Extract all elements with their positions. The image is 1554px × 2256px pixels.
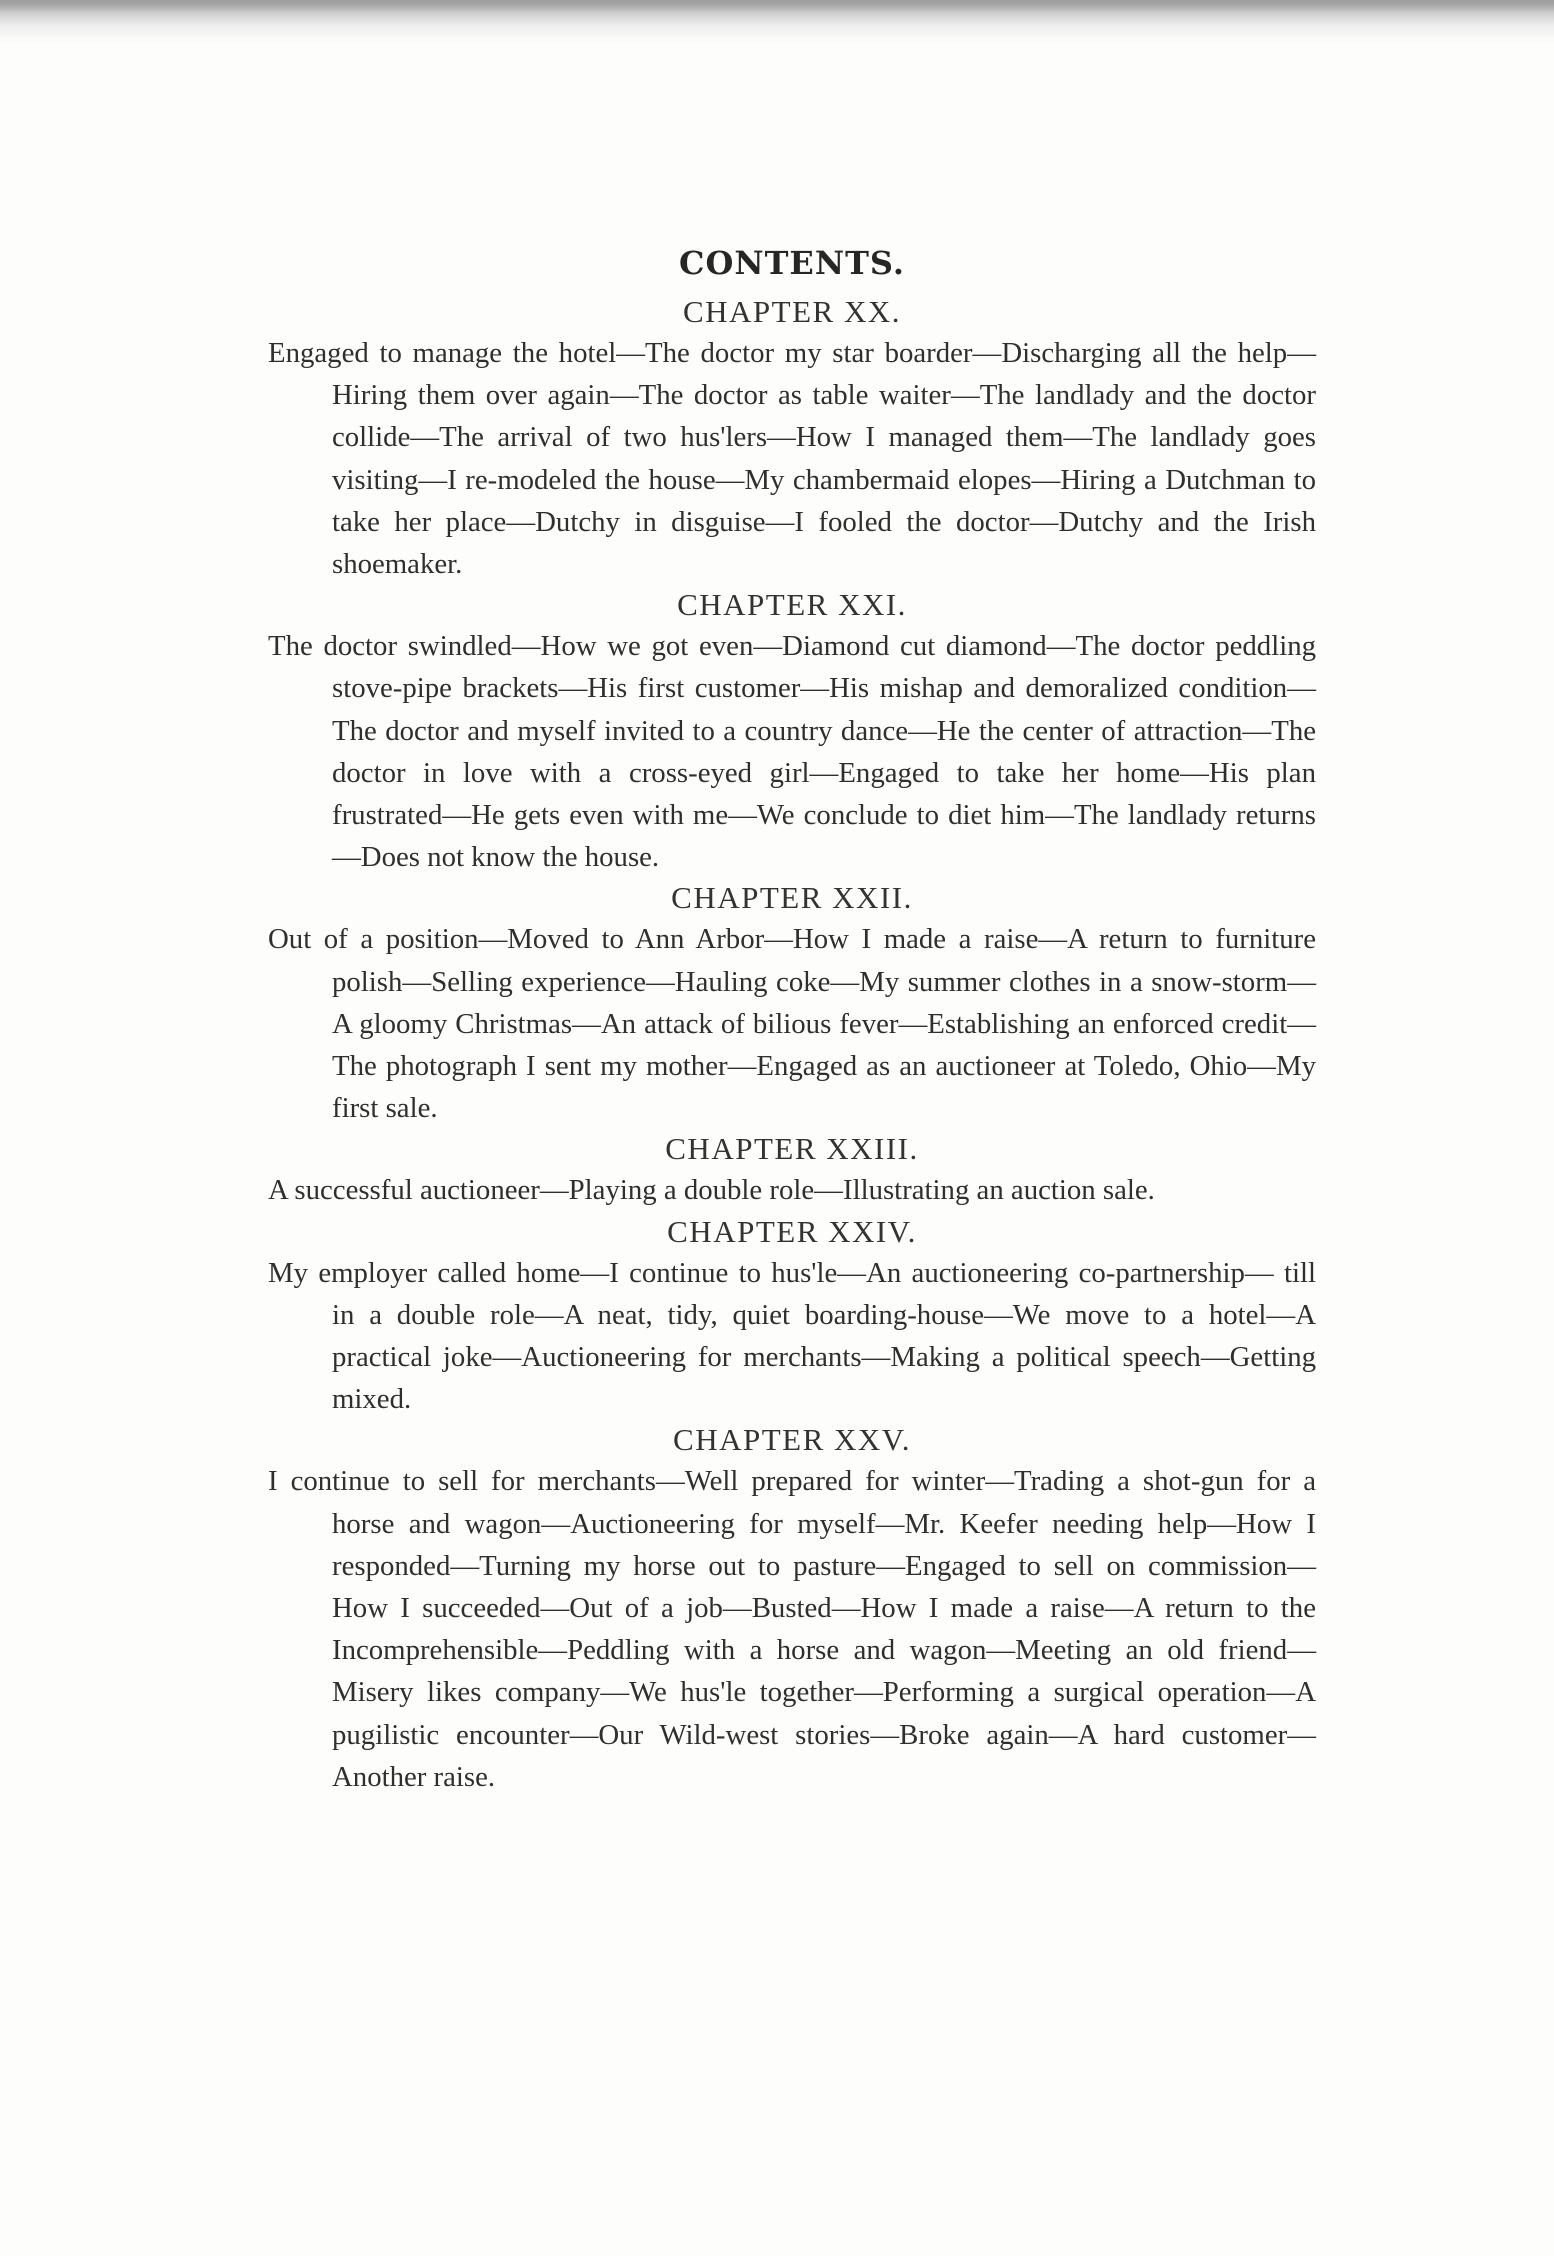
contents-section (268, 244, 1316, 1798)
chapter-heading: CHAPTER XXII. (671, 880, 913, 916)
chapter-entry (268, 878, 1316, 1129)
chapter-summary: Engaged to manage the hotel—The doctor my star boarder—Discharging all the help—Hiring them over again—The doctor as table waiter—The landlady and the doctor collide—The arrival of two hus'lers—How I managed them—The landlady goes visiting—I re-modeled the house—My chambermaid elopes—Hiring a Dutchman to take her place—Dutchy in disguise—I fooled the doctor—Dutchy and the Irish shoemaker. (268, 337, 1316, 581)
chapter-heading: CHAPTER XXIII. (665, 1131, 919, 1167)
chapter-summary: I continue to sell for merchants—Well prepared for winter—Trading a shot-gun for a horse and wagon—Auctioneering for myself—Mr. Keefer needing help—How I responded—Turning my horse out to pasture—Engaged to sell on commission—How I succeeded—Out of a job—Busted—How I made a raise—A return to the Incomprehensible—Peddling with a horse and wagon—Meeting an old friend—Misery likes company—We hus'le together—Performing a surgical operation—A pugilistic encounter—Our Wild-west stories—Broke again—A hard customer—Another raise. (268, 1465, 1316, 1793)
chapter-heading: CHAPTER XXI. (677, 587, 907, 623)
chapter-entry (268, 1212, 1316, 1421)
chapter-entry (268, 585, 1316, 878)
chapter-entry (268, 292, 1316, 585)
page-top-edge (0, 0, 1554, 44)
contents-title: CONTENTS. (679, 244, 905, 282)
chapter-entry (268, 1129, 1316, 1211)
chapter-summary: A successful auctioneer—Playing a double role—Illustrating an auction sale. (268, 1174, 1155, 1207)
chapter-summary: My employer called home—I continue to hus'le—An auctioneering co-partnership— till in a double role—A neat, tidy, quiet boarding-house—We move to a hotel—A practical joke—Auctioneering for merchants—Making a political speech—Getting mixed. (268, 1256, 1316, 1416)
chapter-heading: CHAPTER XXV. (673, 1422, 911, 1458)
chapter-heading: CHAPTER XX. (682, 294, 901, 329)
chapter-summary: The doctor swindled—How we got even—Diamond cut diamond—The doctor peddling stove-pipe brackets—His first customer—His mishap and demoralized condition—The doctor and myself invited to a country dance—He the center of attraction—The doctor in love with a cross-eyed girl—Engaged to take her home—His plan frustrated—He gets even with me—We conclude to diet him—The landlady returns—Does not know the house. (268, 630, 1316, 874)
chapter-heading: CHAPTER XXIV. (667, 1213, 917, 1249)
chapter-entry (268, 1420, 1316, 1798)
chapter-summary: Out of a position—Moved to Ann Arbor—How I made a raise—A return to furniture polish—Selling experience—Hauling coke—My summer clothes in a snow-storm—A gloomy Christmas—An attack of bilious fever—Establishing an enforced credit—The photograph I sent my mother—Engaged as an auctioneer at Toledo, Ohio—My first sale. (268, 923, 1316, 1125)
